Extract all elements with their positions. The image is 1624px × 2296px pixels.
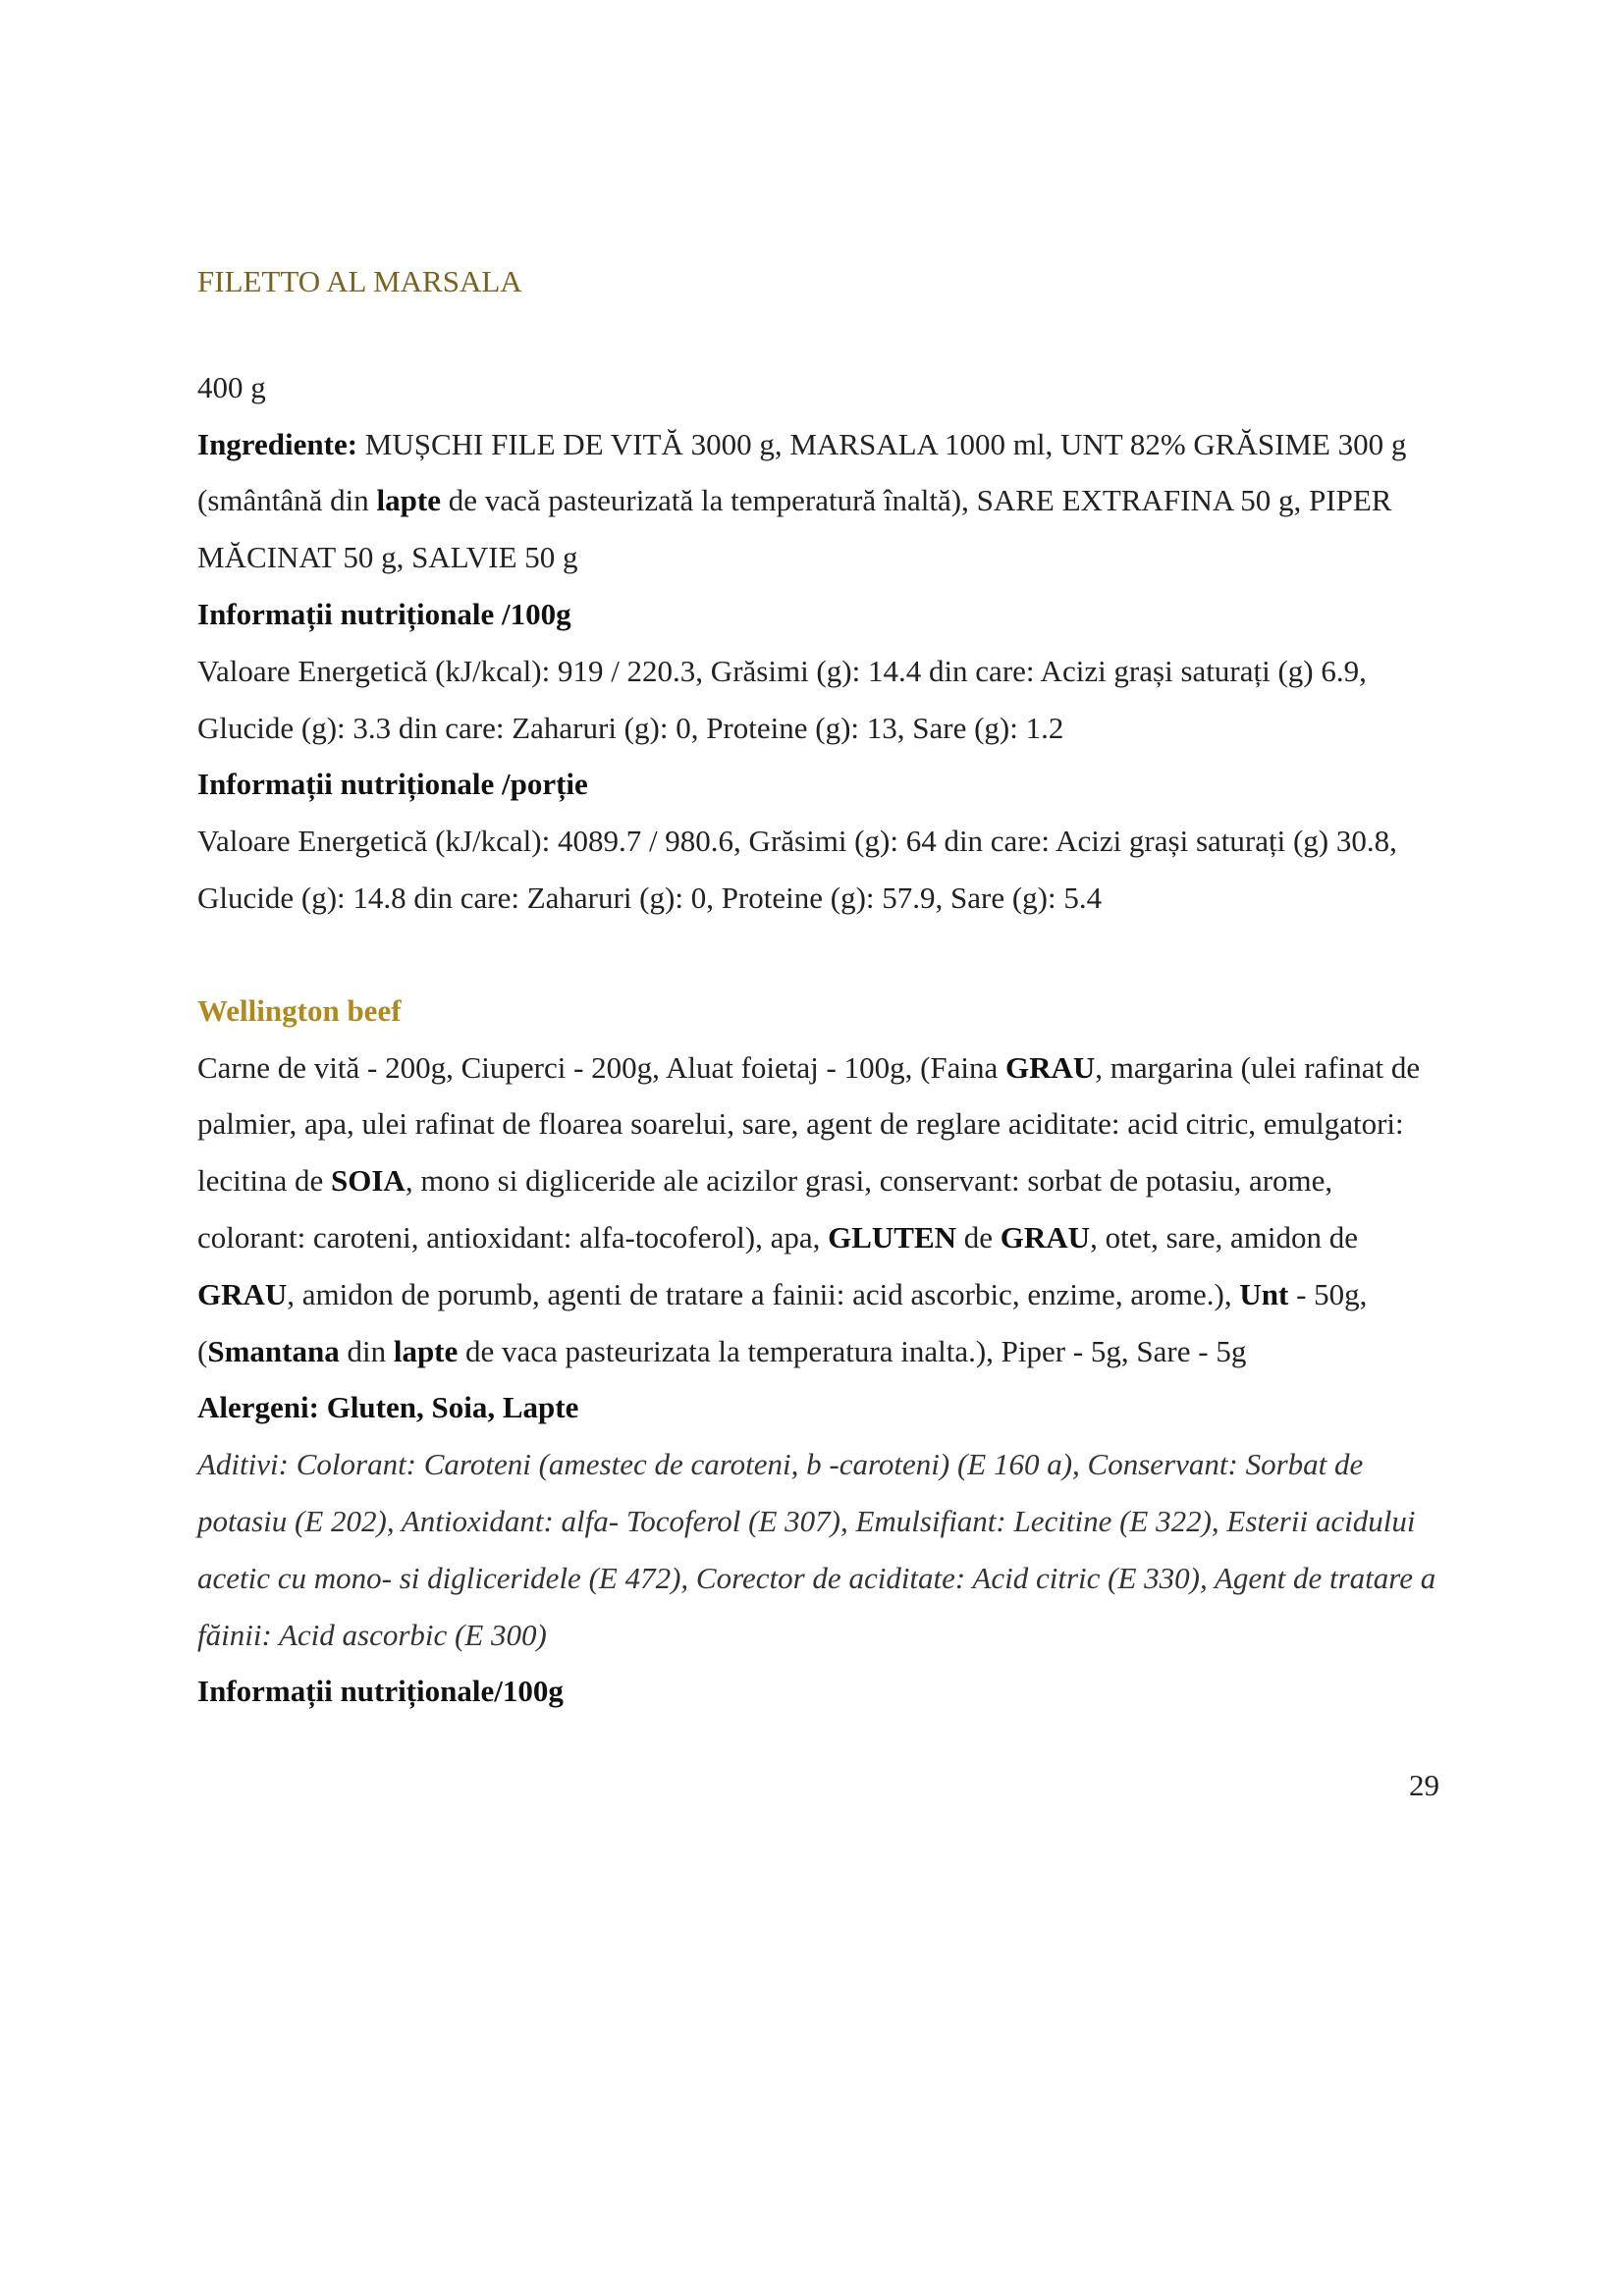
nutrition-portion-label: Informații nutriționale /porție [197, 767, 588, 802]
allergen-word: SOIA [331, 1163, 406, 1199]
ingredient-text: - 50g, ( [197, 1276, 1368, 1368]
nutrition-100g-values: Valoare Energetică (kJ/kcal): 919 / 220.3, Grăsimi (g): 14.4 din care: Acizi grași saturați (g) 6.9, Glucide (g): 3.3 din care: Zaharuri (g): 0, Proteine (g): 13, Sare (g): 1.2 [197, 653, 1367, 745]
allergen-word: lapte [393, 1333, 459, 1368]
allergen-word: Smantana [207, 1333, 340, 1368]
recipe-title-filetto: FILETTO AL MARSALA [197, 264, 522, 298]
ingredient-text: din [339, 1333, 394, 1368]
recipe-title-wellington: Wellington beef [197, 992, 402, 1028]
ingredients-text-1: MUȘCHI FILE DE VITĂ 3000 g, MARSALA 1000 ml, UNT 82% GRĂSIME 300 g (smântână din [197, 426, 1407, 518]
nutrition-100g-label: Informații nutriționale /100g [197, 596, 571, 631]
nutrition-portion-values: Valoare Energetică (kJ/kcal): 4089.7 / 980.6, Grăsimi (g): 64 din care: Acizi grași saturați (g) 30.8, Glucide (g): 14.8 din care: Zaharuri (g): 0, Proteine (g): 57.9, Sare (g): 5.4 [197, 824, 1397, 915]
allergens-label: Alergeni: Gluten, Soia, Lapte [197, 1390, 579, 1425]
allergen-word: GRAU [1000, 1219, 1091, 1255]
ingredient-text: , amidon de porumb, agenti de tratare a fainii: acid ascorbic, enzime, arome.), [287, 1276, 1240, 1311]
allergen-word: GLUTEN [828, 1219, 957, 1255]
ingredient-text: , mono si digliceride ale acizilor grasi, conservant: sorbat de potasiu, arome, colorant: caroteni, antioxidant: alfa-tocoferol), apa, [197, 1163, 1333, 1255]
allergen-word: GRAU [197, 1276, 288, 1311]
ingredient-text: de vaca pasteurizata la temperatura inalta.), Piper - 5g, Sare - 5g [458, 1333, 1247, 1368]
ingredient-text: Carne de vită - 200g, Ciuperci - 200g, Aluat foietaj - 100g, (Faina [197, 1049, 1006, 1085]
portion-weight: 400 g [197, 369, 266, 404]
nutrition-wellington-heading [197, 1663, 1438, 1720]
ingredients-filetto [197, 416, 1438, 586]
ingredient-text: , margarina (ulei rafinat de palmier, apa, ulei rafinat de floarea soarelui, sare, agent de reglare aciditate: acid citric, emulgatori: lecitina de [197, 1049, 1421, 1199]
allergen-word: GRAU [1005, 1049, 1096, 1085]
ingredient-text: de [956, 1219, 1001, 1255]
page-content [197, 253, 1438, 1720]
allergens-heading [197, 1379, 1438, 1436]
allergen-word: Unt [1239, 1276, 1289, 1311]
ingredients-text-2: de vacă pasteurizată la temperatură înaltă), SARE EXTRAFINA 50 g, PIPER MĂCINAT 50 g, SALVIE 50 g [197, 483, 1392, 575]
allergen-lapte: lapte [376, 483, 441, 518]
additives-text: Aditivi: Colorant: Caroteni (amestec de caroteni, b -caroteni) (E 160 a), Conservant: Sorbat de potasiu (E 202), Antioxidant: alfa- Tocoferol (E 307), Emulsifiant: Lecitine (E 322), Esterii acidului acetic cu mono- si digliceridele (E 472), Corector de aciditate: Acid citric (E 330), Agent de tratare a făinii: Acid ascorbic (E 300) [197, 1447, 1436, 1652]
ingredient-text: , otet, sare, amidon de [1090, 1219, 1358, 1255]
nutrition-wellington-label: Informații nutriționale/100g [197, 1674, 564, 1709]
nutrition-100g-heading [197, 586, 1438, 643]
nutrition-portion-heading [197, 756, 1438, 813]
ingredients-label: Ingrediente: [197, 426, 358, 461]
ingredients-wellington [197, 1040, 1438, 1380]
page-number: 29 [1409, 1768, 1439, 1802]
